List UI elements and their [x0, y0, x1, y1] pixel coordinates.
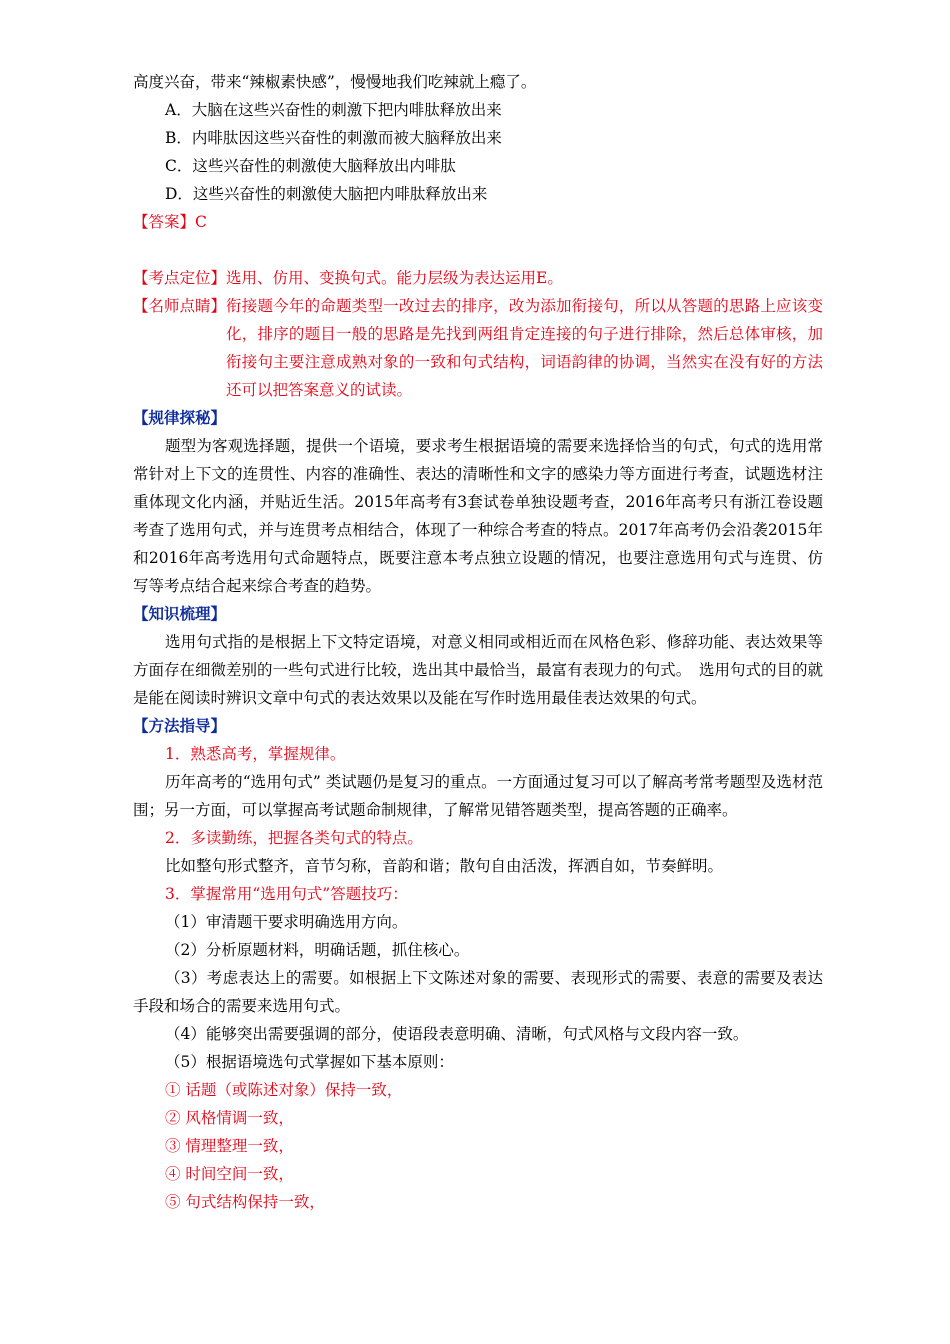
answer-line [133, 208, 823, 236]
option-b: B．内啡肽因这些兴奋性的刺激而被大脑释放出来 [165, 129, 502, 147]
method-heading-3: 3．掌握常用“选用句式”答题技巧： [165, 885, 408, 903]
step-5: （5）根据语境选句式掌握如下基本原则： [165, 1053, 454, 1071]
step-4: （4）能够突出需要强调的部分，使语段表意明确、清晰，句式风格与文段内容一致。 [165, 1025, 749, 1043]
kaodian-label: 【考点定位】 [133, 269, 227, 287]
answer-label: 【答案】 [133, 213, 196, 231]
method-paragraph-1: 历年高考的“选用句式” 类试题仍是复习的重点。一方面通过复习可以了解高考常考题型及选材范围；另一方面，可以掌握高考试题命制规律，了解常见错答题类型，提高答题的正确率。 [133, 773, 823, 819]
step-1: （1）审清题干要求明确选用方向。 [165, 913, 408, 931]
answer-value: C [195, 213, 207, 231]
principle-3: ③ 情理整理一致， [165, 1137, 294, 1155]
mingshi-text: 衔接题今年的命题类型一改过去的排序，改为添加衔接句，所以从答题的思路上应该变化，排序的题目一般的思路是先找到两组肯定连接的句子进行排除，然后总体审核，加衔接句主要注意成熟对象的一致和句式结构，词语韵律的协调，当然实在没有好的方法还可以把答案意义的试读。 [226, 297, 823, 399]
option-a: A．大脑在这些兴奋性的刺激下把内啡肽释放出来 [165, 101, 502, 119]
method-paragraph-2: 比如整句形式整齐，音节匀称，音韵和谐；散句自由活泼，挥洒自如，节奏鲜明。 [165, 857, 724, 875]
option-c: C．这些兴奋性的刺激使大脑释放出内啡肽 [165, 157, 456, 175]
kaodian-text: 选用、仿用、变换句式。能力层级为表达运用E。 [226, 269, 563, 287]
guilv-heading: 【规律探秘】 [133, 408, 227, 427]
step-3: （3）考虑表达上的需要。如根据上下文陈述对象的需要、表现形式的需要、表意的需要及表达手段和场合的需要来选用句式。 [133, 969, 823, 1015]
zhishi-paragraph: 选用句式指的是根据上下文特定语境，对意义相同或相近而在风格色彩、修辞功能、表达效果等方面存在细微差别的一些句式进行比较，选出其中最恰当，最富有表现力的句式。 选用句式的目的就是能在阅读时辨识文章中句式的表达效果以及能在写作时选用最佳表达效果的句式。 [133, 633, 823, 707]
guilv-paragraph: 题型为客观选择题，提供一个语境，要求考生根据语境的需要来选择恰当的句式，句式的选用常常针对上下文的连贯性、内容的准确性、表达的清晰性和文字的感染力等方面进行考查，试题选材注重体现文化内涵，并贴近生活。2015年高考有3套试卷单独设题考查，2016年高考只有浙江卷设题考查了选用句式，并与连贯考点相结合，体现了一种综合考查的特点。2017年高考仍会沿袭2015年和2016年高考选用句式命题特点，既要注意本考点独立设题的情况，也要注意选用句式与连贯、仿写等考点结合起来综合考查的趋势。 [133, 437, 823, 595]
option-d: D．这些兴奋性的刺激使大脑把内啡肽释放出来 [165, 185, 488, 203]
method-heading-2: 2．多读勤练，把握各类句式的特点。 [165, 829, 423, 847]
mingshi-block [133, 292, 823, 404]
principle-5: ⑤ 句式结构保持一致， [165, 1193, 325, 1211]
blank-line [133, 236, 823, 264]
mingshi-label: 【名师点睛】 [133, 297, 227, 315]
principle-2: ② 风格情调一致， [165, 1109, 294, 1127]
zhishi-heading: 【知识梳理】 [133, 604, 227, 623]
intro-line: 高度兴奋，带来“辣椒素快感”，慢慢地我们吃辣就上瘾了。 [133, 73, 537, 91]
document-page [133, 68, 823, 1216]
step-2: （2）分析原题材料，明确话题，抓住核心。 [165, 941, 470, 959]
fangfa-heading: 【方法指导】 [133, 716, 227, 735]
principle-1: ① 话题（或陈述对象）保持一致， [165, 1081, 403, 1099]
method-heading-1: 1．熟悉高考，掌握规律。 [165, 745, 346, 763]
kaodian-line [133, 264, 823, 292]
principle-4: ④ 时间空间一致， [165, 1165, 294, 1183]
